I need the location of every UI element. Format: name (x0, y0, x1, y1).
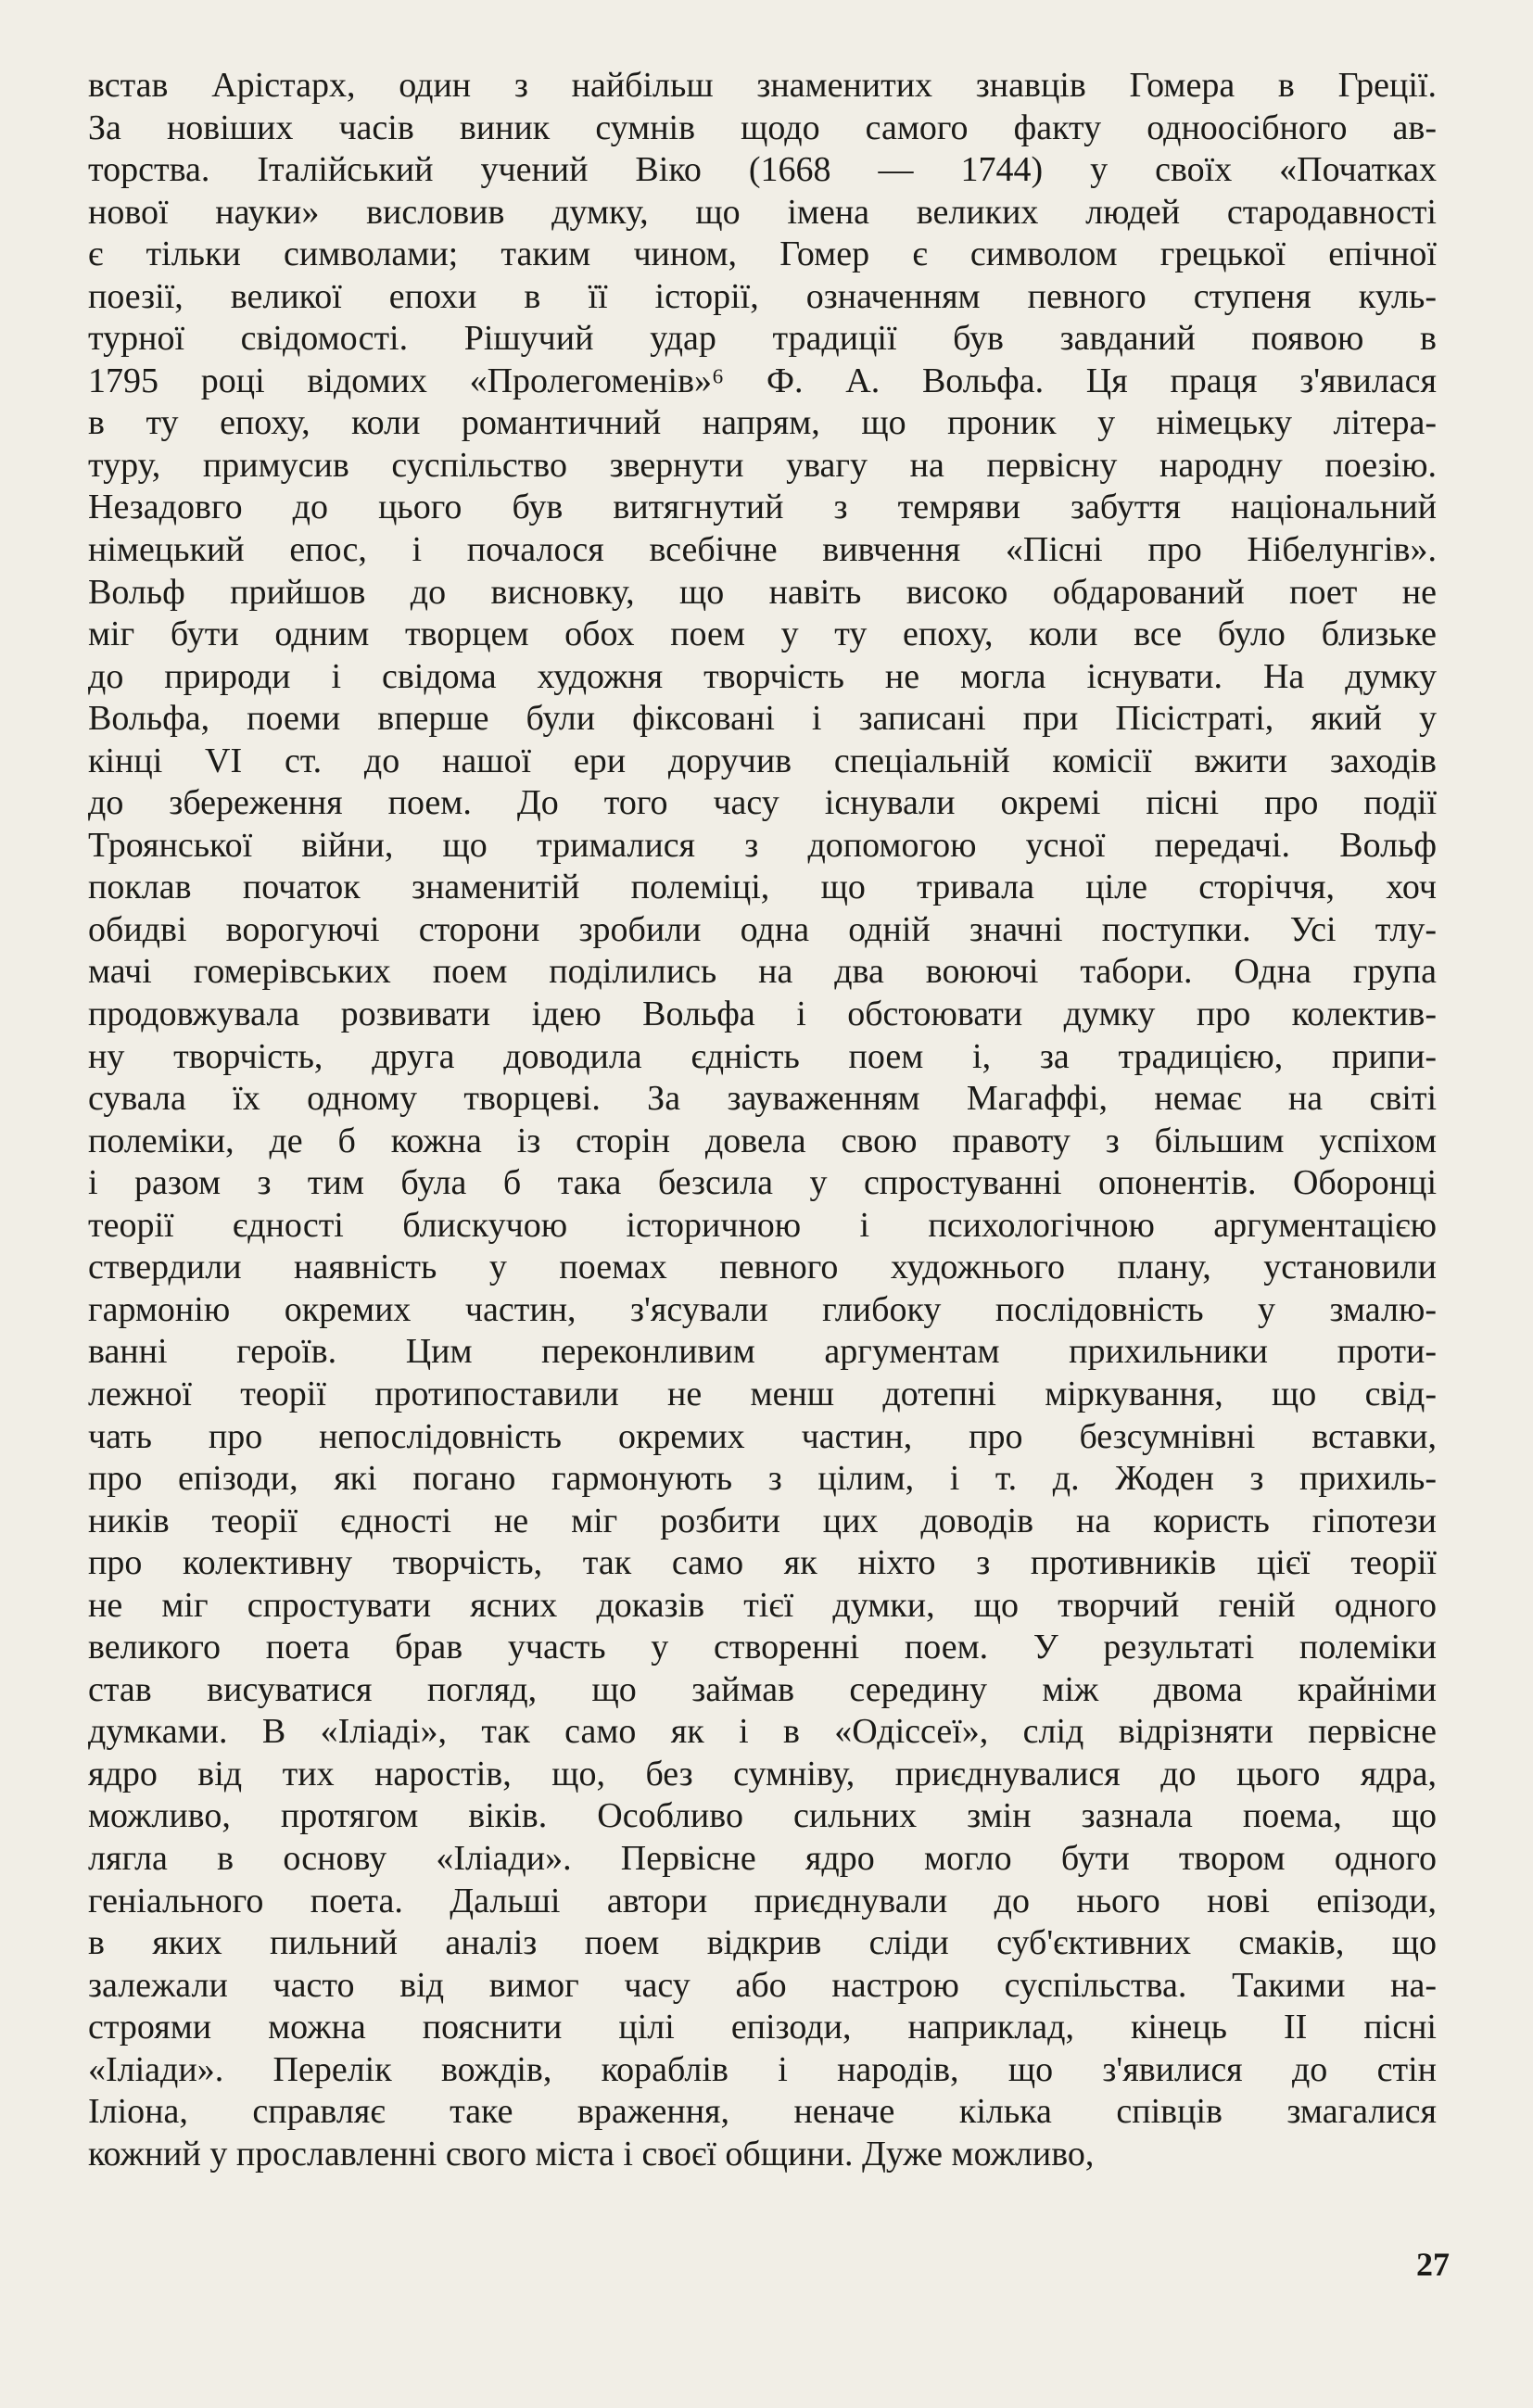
text-line: думками. В «Іліаді», так само як і в «Одіссеї», слід відрізняти первісне (88, 1712, 1437, 1752)
text-line: кінці VI ст. до нашої ери доручив спеціальній комісії вжити заходів (88, 741, 1437, 780)
text-line: про епізоди, які погано гармонують з цілим, і т. д. Жоден з прихиль- (88, 1459, 1437, 1499)
text-line: в яких пильний аналіз поем відкрив сліди суб'єктивних смаків, що (88, 1923, 1437, 1963)
text-line: про колективну творчість, так само як ніхто з противників цієї теорії (88, 1543, 1437, 1583)
text-line: ствердили наявність у поемах певного художнього плану, установили (88, 1248, 1437, 1287)
text-line: За новіших часів виник сумнів щодо самого факту одноосібного ав- (88, 108, 1437, 147)
text-line: можливо, протягом віків. Особливо сильних змін зазнала поема, що (88, 1796, 1437, 1836)
text-line: великого поета брав участь у створенні поем. У результаті полеміки (88, 1628, 1437, 1667)
text-line: поклав початок знаменитій полеміці, що тривала ціле сторіччя, хоч (88, 868, 1437, 907)
text-line: Незадовго до цього був витягнутий з темряви забуття національний (88, 488, 1437, 527)
text-line: лягла в основу «Іліади». Первісне ядро могло бути твором одного (88, 1838, 1437, 1878)
text-line: Іліона, справляє таке враження, неначе кілька співців змагалися (88, 2092, 1437, 2132)
text-line: геніального поета. Дальші автори приєднували до нього нові епізоди, (88, 1881, 1437, 1920)
text-line: і разом з тим була б така безсила у спростуванні опонентів. Оборонці (88, 1163, 1437, 1203)
text-line: «Іліади». Перелік вождів, кораблів і народів, що з'явилися до стін (88, 2049, 1437, 2089)
text-line: обидві ворогуючі сторони зробили одна одній значні поступки. Усі тлу- (88, 909, 1437, 949)
text-line: 1795 році відомих «Пролегоменів»⁶ Ф. А. Вольфа. Ця праця з'явилася (88, 361, 1437, 400)
page-number: 27 (1416, 2246, 1450, 2283)
text-line: до збереження поем. До того часу існували окремі пісні про події (88, 783, 1437, 823)
text-line: гармонію окремих частин, з'ясували глибоку послідовність у змалю- (88, 1289, 1437, 1329)
text-line: теорії єдності блискучою історичною і психологічною аргументацією (88, 1205, 1437, 1245)
text-line: є тільки символами; таким чином, Гомер є символом грецької епічної (88, 234, 1437, 274)
text-line: міг бути одним творцем обох поем у ту епоху, коли все було близьке (88, 615, 1437, 654)
text-line: поезії, великої епохи в її історії, означенням певного ступеня куль- (88, 276, 1437, 316)
text-line: Вольфа, поеми вперше були фіксовані і записані при Пісістраті, який у (88, 699, 1437, 739)
text-line: чать про непослідовність окремих частин, про безсумнівні вставки, (88, 1416, 1437, 1456)
text-line: в ту епоху, коли романтичний напрям, що проник у німецьку літера- (88, 403, 1437, 443)
text-line: ну творчість, друга доводила єдність поем і, за традицією, припи- (88, 1036, 1437, 1076)
text-line: нової науки» висловив думку, що імена великих людей стародавності (88, 192, 1437, 232)
text-line: строями можна пояснити цілі епізоди, наприклад, кінець II пісні (88, 2008, 1437, 2047)
text-line: німецький епос, і почалося всебічне вивчення «Пісні про Нібелунгів». (88, 530, 1437, 570)
text-line: ників теорії єдності не міг розбити цих доводів на користь гіпотези (88, 1501, 1437, 1540)
text-line: туру, примусив суспільство звернути увагу на первісну народну поезію. (88, 445, 1437, 485)
text-line: кожний у прославленні свого міста і своєї общини. Дуже можливо, (88, 2134, 1095, 2174)
text-line: продовжувала розвивати ідею Вольфа і обстоювати думку про колектив- (88, 995, 1437, 1034)
text-line: лежної теорії протипоставили не менш дотепні міркування, що свід- (88, 1374, 1437, 1413)
text-line: сувала їх одному творцеві. За зауваженням Магаффі, немає на світі (88, 1079, 1437, 1119)
text-line: став висуватися погляд, що займав середину між двома крайніми (88, 1669, 1437, 1709)
text-line: ядро від тих наростів, що, без сумніву, приєднувалися до цього ядра, (88, 1754, 1437, 1793)
body-text (88, 65, 1437, 2175)
text-line: Вольф прийшов до висновку, що навіть високо обдарований поет не (88, 572, 1437, 612)
text-line: полеміки, де б кожна із сторін довела свою правоту з більшим успіхом (88, 1121, 1437, 1160)
text-line: торства. Італійський учений Віко (1668 — 1744) у своїх «Початках (88, 150, 1437, 190)
text-line: не міг спростувати ясних доказів тієї думки, що творчий геній одного (88, 1585, 1437, 1625)
text-line: турної свідомості. Рішучий удар традиції був завданий появою в (88, 319, 1437, 359)
text-line: залежали часто від вимог часу або настрою суспільства. Такими на- (88, 1965, 1437, 2005)
text-line: до природи і свідома художня творчість не могла існувати. На думку (88, 656, 1437, 696)
text-line: мачі гомерівських поем поділились на два воюючі табори. Одна група (88, 952, 1437, 992)
text-line: встав Арістарх, один з найбільш знаменитих знавців Гомера в Греції. (88, 66, 1437, 105)
text-line: ванні героїв. Цим переконливим аргументам прихильники проти- (88, 1332, 1437, 1372)
text-line: Троянської війни, що трималися з допомогою усної передачі. Вольф (88, 825, 1437, 865)
